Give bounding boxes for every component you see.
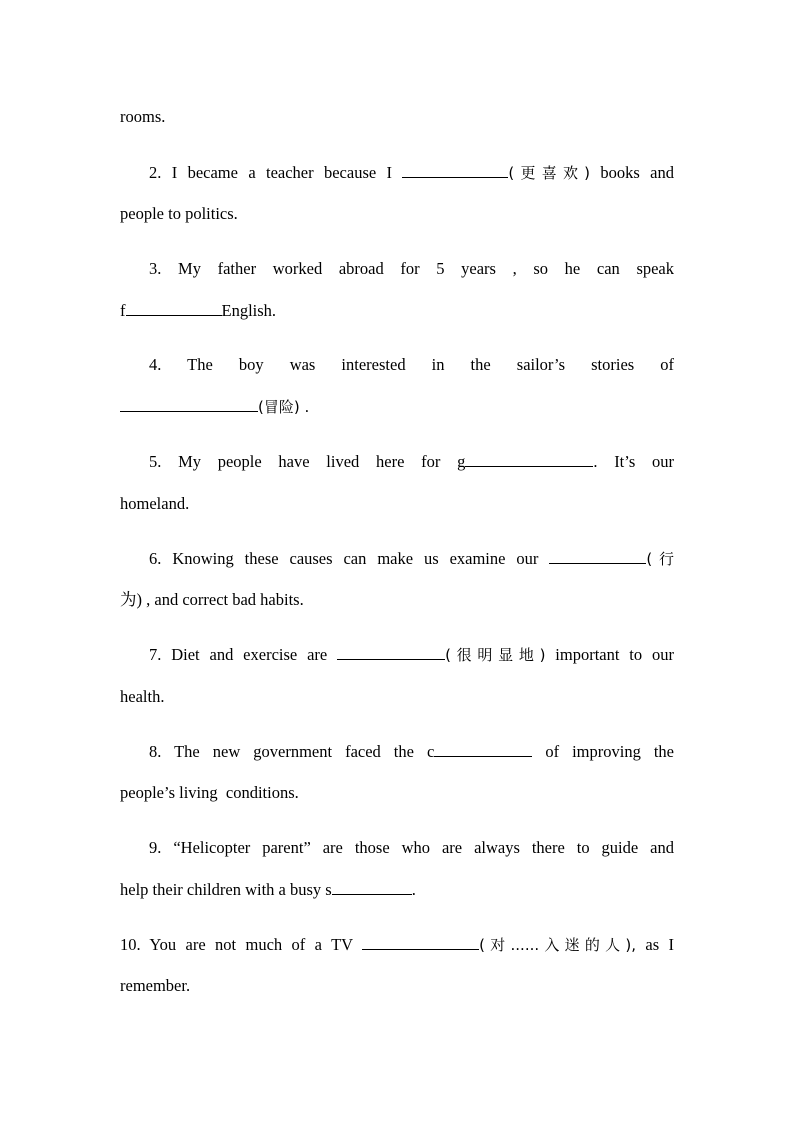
item-4-number: 4. [149, 355, 162, 374]
item-2 [120, 163, 674, 183]
item-8-text-line2: people’s living conditions. [120, 783, 299, 802]
item-5-number: 5. [149, 452, 162, 471]
item-10-text-after: as I [645, 935, 675, 954]
item-8 [120, 742, 674, 762]
item-5-line2 [120, 494, 674, 514]
item-6-text: Knowing these causes can make us examine our [172, 549, 539, 568]
item-3 [120, 259, 674, 279]
item-9-period: . [411, 880, 416, 899]
item-3-suffix: English. [221, 301, 277, 320]
item-7-text-line2: health. [120, 687, 165, 706]
item-3-number: 3. [149, 259, 162, 278]
item-10 [120, 935, 674, 955]
item-4-text: The boy was interested in the sailor’s stories of [187, 355, 675, 374]
item-7-hint: (很明显地) [445, 646, 546, 664]
item-3-line2 [120, 301, 674, 321]
item-1-text: rooms. [120, 107, 166, 126]
item-10-text: You are not much of a TV [149, 935, 353, 954]
item-8-line2 [120, 783, 674, 803]
item-9-number: 9. [149, 838, 162, 857]
item-10-text-line2: remember. [120, 976, 191, 995]
item-10-blank[interactable] [362, 935, 479, 950]
item-3-text: My father worked abroad for 5 years , so he can speak [178, 259, 675, 278]
item-2-text-line2: people to politics. [120, 204, 238, 223]
item-2-text: I became a teacher because I [171, 163, 393, 182]
item-5 [120, 452, 674, 472]
item-6-blank[interactable] [549, 549, 646, 564]
item-7 [120, 645, 674, 665]
item-3-blank[interactable] [126, 301, 222, 316]
item-7-text: Diet and exercise are [171, 645, 328, 664]
item-8-number: 8. [149, 742, 162, 761]
item-5-blank[interactable] [465, 452, 593, 467]
item-2-blank[interactable] [402, 163, 508, 178]
item-2-number: 2. [149, 163, 162, 182]
item-9 [120, 838, 674, 858]
item-4-blank[interactable] [120, 397, 258, 412]
item-6-line2 [120, 590, 674, 610]
item-6-hint: (行 [646, 550, 675, 568]
item-2-hint: (更喜欢) [508, 164, 591, 182]
item-6-text-line2: 为) , and correct bad habits. [120, 590, 304, 609]
item-10-line2 [120, 976, 674, 996]
item-4 [120, 355, 674, 375]
item-5-text: My people have lived here for g [178, 452, 466, 471]
item-4-line2 [120, 397, 674, 417]
item-4-hint: (冒险) . [258, 398, 310, 416]
item-9-text: “Helicopter parent” are those who are always there to guide and [173, 838, 674, 857]
item-7-text-after: important to our [555, 645, 674, 664]
item-6-number: 6. [149, 549, 162, 568]
item-7-blank[interactable] [337, 645, 445, 660]
item-8-text-after: of improving the [545, 742, 675, 761]
item-3-prefix: f [120, 301, 126, 320]
item-5-text-line2: homeland. [120, 494, 190, 513]
item-9-text-line2: help their children with a busy s [120, 880, 332, 899]
item-10-hint: (对......入迷的人), [479, 936, 636, 954]
item-8-text: The new government faced the c [174, 742, 435, 761]
item-7-line2 [120, 687, 674, 707]
item-8-blank[interactable] [434, 742, 532, 757]
item-5-text-after: . It’s our [593, 452, 674, 471]
item-10-number: 10. [120, 935, 141, 954]
item-2-line2 [120, 204, 674, 224]
item-1-continuation [120, 107, 674, 127]
item-6 [120, 549, 674, 569]
item-9-blank[interactable] [332, 880, 412, 895]
item-7-number: 7. [149, 645, 162, 664]
item-2-text-after: books and [600, 163, 675, 182]
item-9-line2 [120, 880, 674, 900]
